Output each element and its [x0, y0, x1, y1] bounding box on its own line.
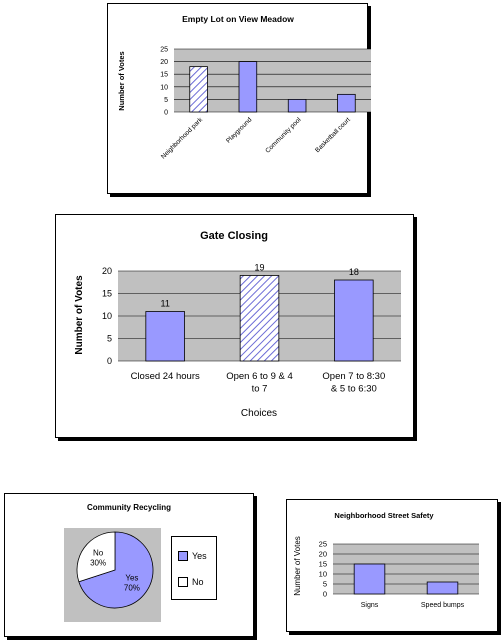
chart-panel-recycling [4, 493, 254, 637]
y-tick-label: 15 [101, 288, 112, 299]
bar [288, 99, 306, 112]
chart-empty-lot [108, 4, 367, 193]
y-tick-label: 20 [160, 59, 168, 67]
slice-value: 30% [90, 558, 107, 568]
legend-label: No [192, 577, 204, 587]
y-tick-label: 25 [318, 539, 327, 549]
legend-item-yes [178, 551, 207, 561]
chart-gate-closing [56, 215, 413, 437]
y-tick-label: 20 [101, 266, 112, 277]
x-tick-label: Open 6 to 9 & 4 [226, 371, 293, 382]
chart-street-safety [287, 500, 497, 631]
x-tick-label: Signs [360, 602, 379, 609]
chart-panel-gate-closing [55, 214, 414, 438]
x-tick-label: Basketball court [314, 116, 352, 155]
y-axis-label: Number of Votes [117, 51, 126, 111]
x-tick-label: Neighborhood park [159, 116, 205, 161]
chart-title: Empty Lot on View Meadow [182, 14, 294, 24]
x-tick-label: Closed 24 hours [130, 371, 200, 382]
y-tick-label: 5 [164, 96, 168, 104]
bar [240, 276, 279, 362]
x-tick-label: & 5 to 6:30 [330, 383, 377, 395]
y-tick-label: 5 [106, 333, 112, 344]
y-tick-label: 10 [160, 84, 168, 92]
bar [334, 280, 373, 361]
chart-panel-empty-lot [107, 3, 368, 194]
bar [354, 564, 385, 594]
y-tick-label: 25 [160, 46, 168, 54]
x-tick-label: Speed bumps [420, 602, 465, 609]
x-tick-label: to 7 [251, 383, 268, 395]
bar [427, 582, 458, 594]
slice-value: 70% [123, 583, 140, 593]
y-tick-label: 0 [106, 356, 112, 367]
slice-label: Yes [125, 573, 139, 583]
y-tick-label: 15 [318, 559, 327, 569]
slice-label: No [92, 548, 104, 558]
bar [239, 62, 257, 112]
y-tick-label: 0 [322, 589, 327, 599]
legend [171, 536, 217, 600]
legend-swatch-no [178, 577, 188, 587]
x-tick-label: Playground [225, 116, 254, 145]
y-axis-label: Number of Votes [293, 536, 302, 596]
legend-label: Yes [192, 551, 207, 561]
bar [338, 94, 356, 112]
x-tick-label: Open 7 to 8:30 [322, 371, 386, 382]
chart-title: Neighborhood Street Safety [334, 511, 434, 520]
y-tick-label: 0 [164, 109, 168, 117]
data-label: 18 [348, 267, 359, 277]
y-axis-label: Number of Votes [74, 275, 85, 355]
chart-title: Gate Closing [200, 230, 268, 242]
y-tick-label: 15 [160, 71, 168, 79]
bar [190, 67, 208, 112]
y-tick-label: 5 [322, 579, 327, 589]
bar [146, 312, 185, 362]
chart-title: Community Recycling [86, 503, 172, 512]
x-tick-label: Community pool [264, 116, 303, 155]
legend-item-no [178, 577, 204, 587]
x-axis-label: Choices [240, 408, 278, 419]
data-label: 19 [254, 262, 265, 273]
y-tick-label: 10 [318, 569, 327, 579]
y-tick-label: 10 [101, 311, 112, 322]
legend-swatch-yes [178, 551, 188, 561]
y-tick-label: 20 [318, 549, 327, 559]
data-label: 11 [160, 298, 170, 309]
chart-panel-street-safety [286, 499, 498, 632]
